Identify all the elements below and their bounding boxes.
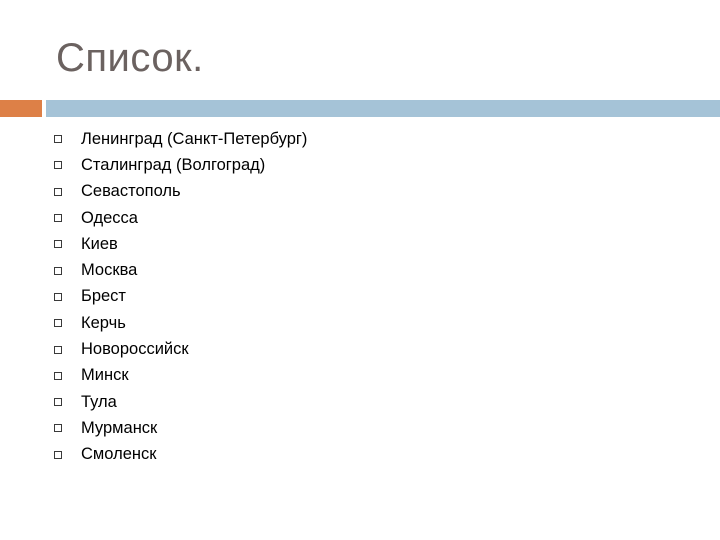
square-bullet-icon <box>54 214 62 222</box>
square-bullet-icon <box>54 161 62 169</box>
list-item <box>54 126 307 152</box>
square-bullet-icon <box>54 267 62 275</box>
square-bullet-icon <box>54 188 62 196</box>
list-item <box>54 415 307 441</box>
slide-title: Список. <box>56 36 204 80</box>
list-item <box>54 179 307 205</box>
bullet-list <box>54 126 307 468</box>
square-bullet-icon <box>54 424 62 432</box>
list-item-label: Москва <box>81 261 138 280</box>
list-item-label: Ленинград (Санкт-Петербург) <box>81 129 308 148</box>
list-item-label: Мурманск <box>81 418 158 437</box>
square-bullet-icon <box>54 346 62 354</box>
list-item-label: Новороссийск <box>81 340 189 359</box>
list-item-label: Одесса <box>81 208 138 227</box>
list-item <box>54 389 307 415</box>
list-item <box>54 257 307 283</box>
title-underline-bar <box>46 100 720 117</box>
list-item-label: Севастополь <box>81 182 181 201</box>
accent-bar <box>0 100 42 117</box>
list-item-label: Сталинград (Волгоград) <box>81 155 266 174</box>
square-bullet-icon <box>54 293 62 301</box>
list-item-label: Киев <box>81 234 118 253</box>
list-item <box>54 442 307 468</box>
list-item <box>54 363 307 389</box>
list-item <box>54 205 307 231</box>
square-bullet-icon <box>54 372 62 380</box>
square-bullet-icon <box>54 240 62 248</box>
list-item-label: Тула <box>81 392 117 411</box>
list-item <box>54 231 307 257</box>
list-item <box>54 152 307 178</box>
list-item-label: Смоленск <box>81 445 157 464</box>
list-item-label: Минск <box>81 366 129 385</box>
list-item <box>54 336 307 362</box>
list-item <box>54 310 307 336</box>
square-bullet-icon <box>54 319 62 327</box>
square-bullet-icon <box>54 135 62 143</box>
list-item-label: Керчь <box>81 313 126 332</box>
list-item-label: Брест <box>81 287 126 306</box>
square-bullet-icon <box>54 398 62 406</box>
list-item <box>54 284 307 310</box>
square-bullet-icon <box>54 451 62 459</box>
